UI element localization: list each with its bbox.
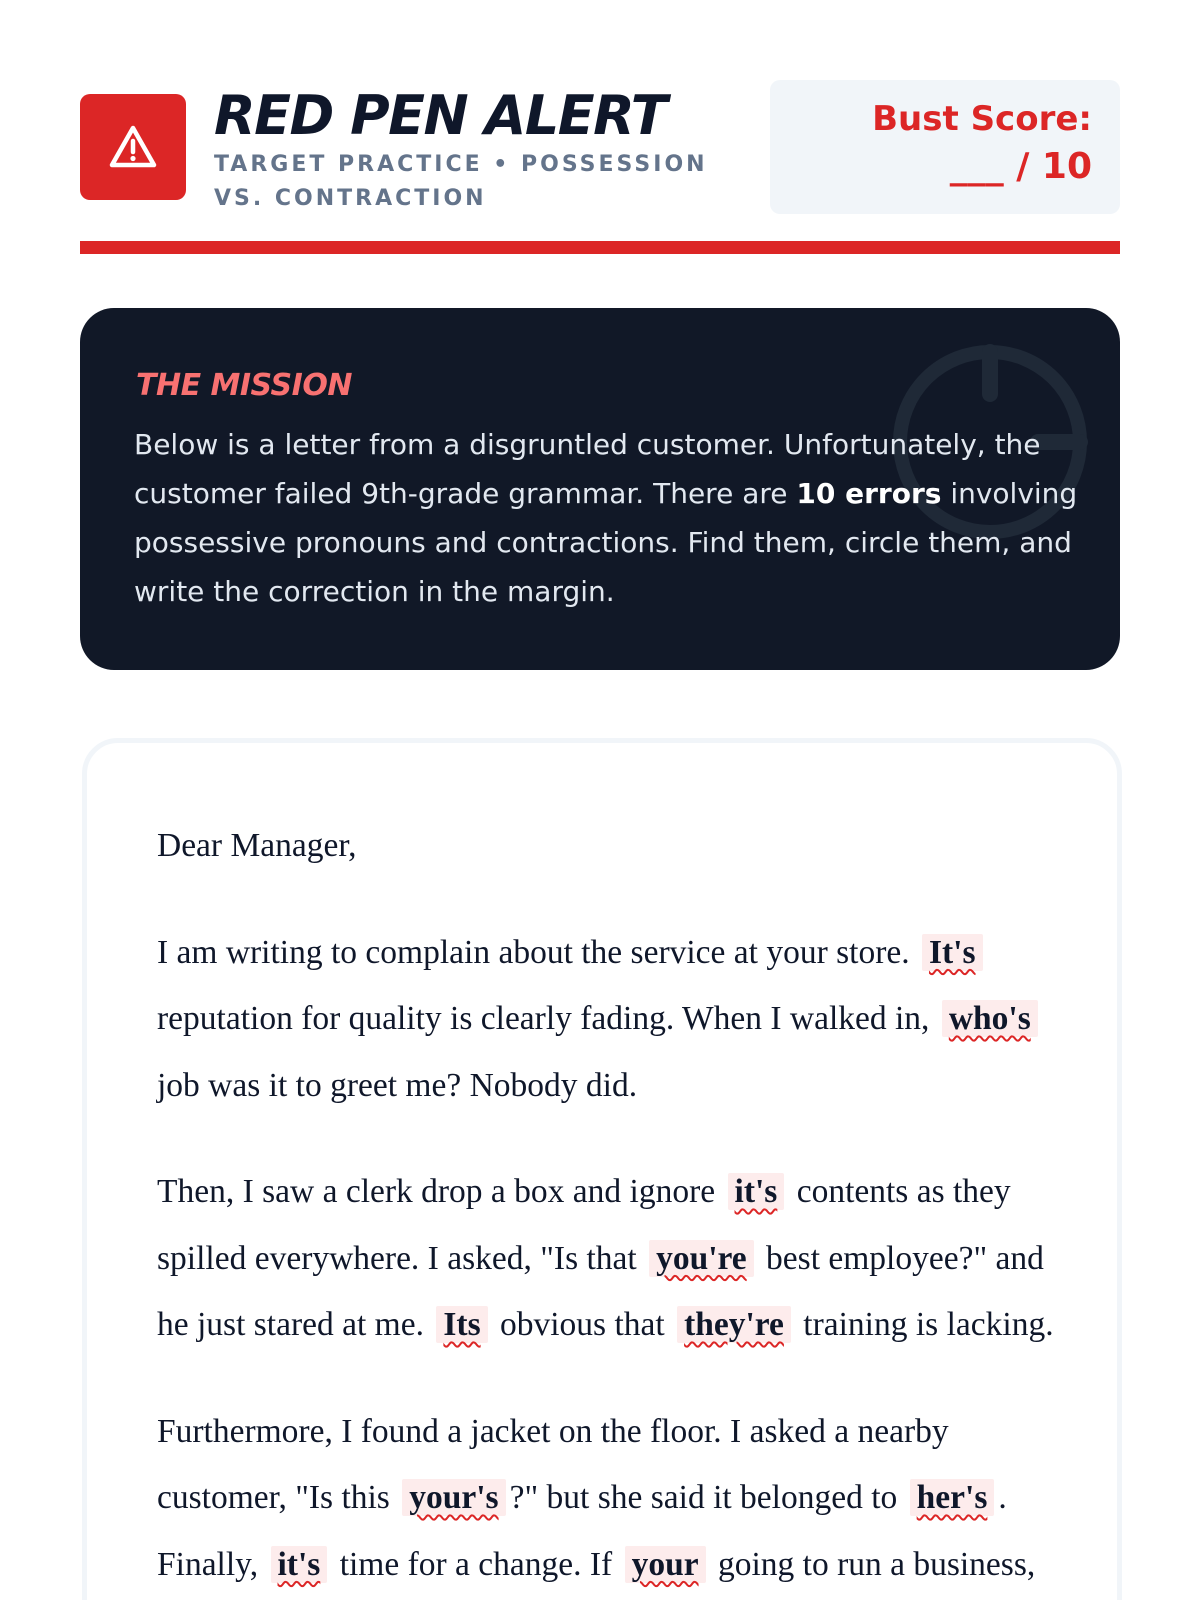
error-word[interactable]: your's bbox=[402, 1479, 505, 1516]
page-subtitle: TARGET PRACTICE • POSSESSION VS. CONTRACTION bbox=[214, 152, 708, 211]
header bbox=[80, 80, 1120, 230]
header-divider bbox=[80, 241, 1120, 254]
error-word[interactable]: her's bbox=[910, 1479, 995, 1516]
letter-body bbox=[157, 813, 1057, 1600]
mission-panel bbox=[80, 308, 1120, 670]
error-word[interactable]: who's bbox=[942, 1000, 1038, 1037]
error-word[interactable]: It's bbox=[922, 934, 983, 971]
letter-paragraph-2: Then, I saw a clerk drop a box and ignore it's contents as they spilled everywhere. I asked, "Is that you're best employee?" and he just stared at me. Its obvious that they're training is lacking. bbox=[157, 1173, 1054, 1343]
error-word[interactable]: it's bbox=[728, 1173, 785, 1210]
mission-heading: THE MISSION bbox=[136, 368, 352, 403]
mission-text: Below is a letter from a disgruntled customer. Unfortunately, the customer failed 9th-grade grammar. There are 10 errors involving possessive pronouns and contractions. Find them, circle them, and write the correction in the margin. bbox=[134, 428, 1078, 608]
score-value: ___ / 10 bbox=[949, 146, 1092, 187]
letter-card bbox=[82, 738, 1122, 1600]
letter-greeting: Dear Manager, bbox=[157, 827, 357, 864]
score-label: Bust Score: bbox=[872, 99, 1092, 139]
error-word[interactable]: your bbox=[625, 1546, 706, 1583]
page-title: RED PEN ALERT bbox=[214, 84, 667, 147]
error-word[interactable]: Its bbox=[436, 1306, 487, 1343]
score-box bbox=[770, 80, 1120, 214]
error-word[interactable]: they're bbox=[677, 1306, 791, 1343]
error-word[interactable]: you're bbox=[649, 1240, 754, 1277]
error-word[interactable]: it's bbox=[271, 1546, 328, 1583]
letter-paragraph-3: Furthermore, I found a jacket on the floor. I asked a nearby customer, "Is this your's ?" but she said it belonged to her's . Finally, it's time for a change. If your going to run a business, bbox=[157, 1412, 1036, 1583]
error-count: 10 errors bbox=[796, 477, 942, 510]
warning-icon bbox=[80, 94, 186, 200]
letter-paragraph-1: I am writing to complain about the service at your store. It's reputation for quality is clearly fading. When I walked in, who's job was it to greet me? Nobody did. bbox=[157, 920, 1057, 1120]
